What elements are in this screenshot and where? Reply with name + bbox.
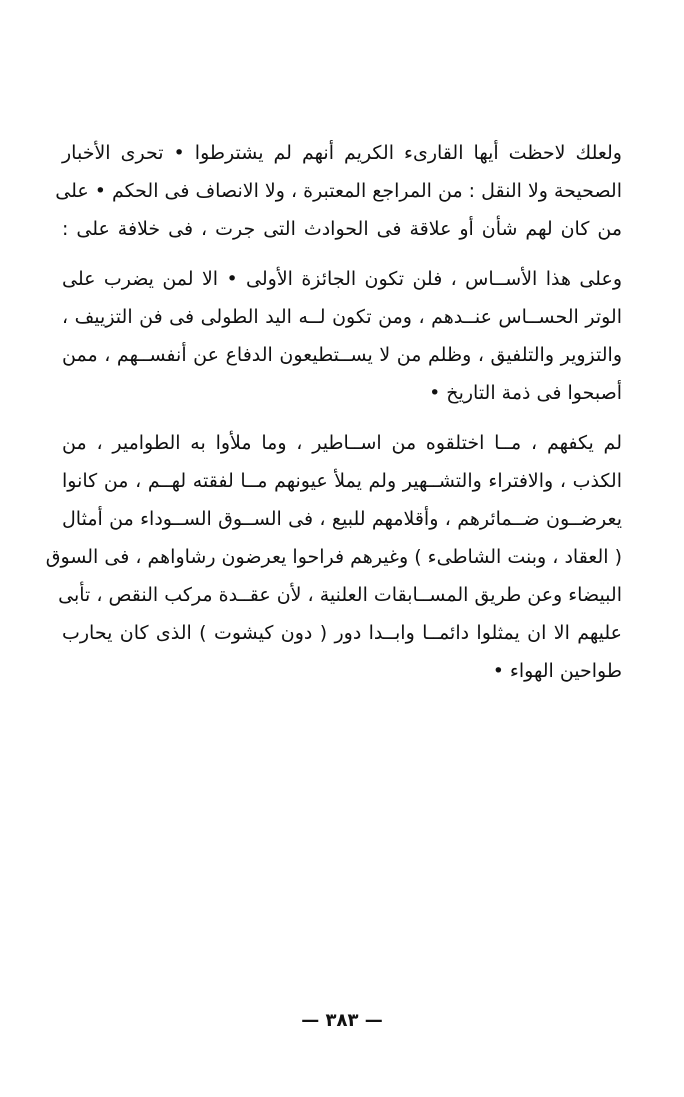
text-line: والتزوير والتلفيق ، وظلم من لا يســتطيعون الدفاع عن أنفســهم ، ممن (62, 344, 622, 366)
text-line: الكذب ، والافتراء والتشــهير ولم يملأ عيونهم مــا لفقته لهــم ، من كانوا (62, 470, 622, 492)
text-line: أصبحوا فى ذمة التاريخ • (429, 382, 622, 404)
paragraph-2 (62, 260, 622, 412)
paragraph-3 (45, 424, 622, 690)
text-line: الصحيحة ولا النقل : من المراجع المعتبرة ، ولا الانصاف فى الحكم • على (55, 180, 622, 202)
paragraph-1 (55, 134, 622, 248)
page-body (45, 134, 622, 702)
text-line: ولعلك لاحظت أيها القارىء الكريم أنهم لم يشترطوا • تحرى الأخبار (62, 142, 622, 164)
text-line: عليهم الا ان يمثلوا دائمــا وابــدا دور ( دون كيشوت ) الذى كان يحارب (62, 622, 622, 644)
text-line: يعرضــون ضــمائرهم ، وأقلامهم للبيع ، فى الســوق الســوداء من أمثال (62, 508, 622, 530)
text-line: طواحين الهواء • (492, 660, 622, 682)
text-line: من كان لهم شأن أو علاقة فى الحوادث التى جرت ، فى خلافة على : (62, 218, 622, 240)
text-line: ( العقاد ، وبنت الشاطىء ) وغيرهم فراحوا يعرضون رشاواهم ، فى السوق (45, 546, 622, 568)
text-line: لم يكفهم ، مــا اختلقوه من اســاطير ، وما ملأوا به الطوامير ، من (62, 432, 622, 454)
text-line: الوتر الحســاس عنــدهم ، ومن تكون لــه اليد الطولى فى فن التزييف ، (62, 306, 622, 328)
text-line: وعلى هذا الأســاس ، فلن تكون الجائزة الأولى • الا لمن يضرب على (62, 268, 622, 290)
text-line: البيضاء وعن طريق المســابقات العلنية ، لأن عقــدة مركب النقص ، تأبى (58, 584, 622, 606)
page-number: — ٣٨٣ — (301, 1010, 383, 1031)
